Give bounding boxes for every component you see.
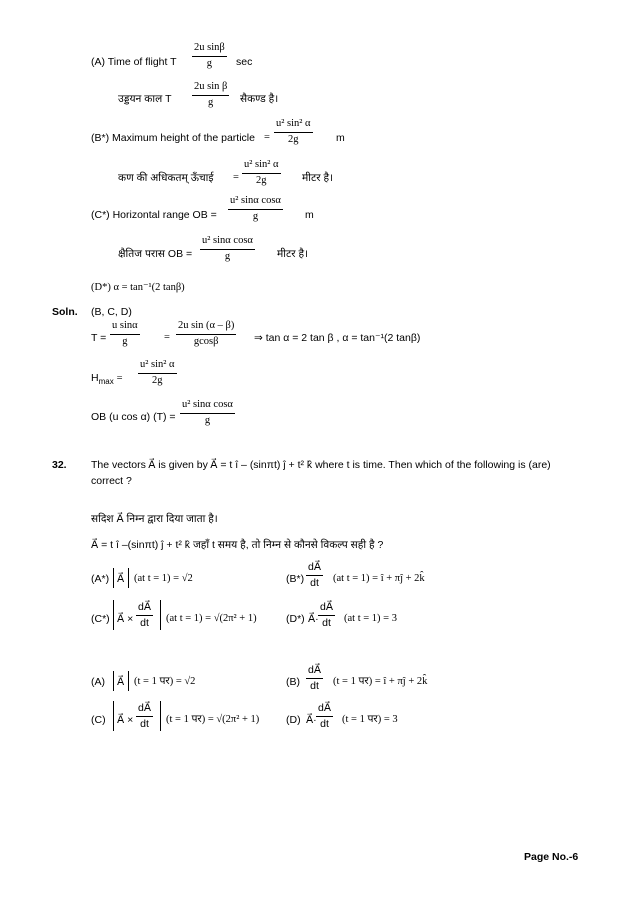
option-c-hindi-fraction <box>200 236 255 262</box>
abs-bar-left <box>113 671 114 691</box>
hindi-option-c-label: (C) <box>91 714 106 726</box>
question-text-line-1: The vectors A⃗ is given by A⃗ = t î – (sinπt) ĵ + t² k̂ where t is time. Then which of the following is (are) <box>91 459 551 471</box>
fraction-numerator: u² sin² α <box>274 119 313 133</box>
option-b-hindi-unit: मीटर है। <box>302 172 334 184</box>
range-ob-fraction <box>180 400 235 426</box>
option-c-hindi-unit: मीटर है। <box>277 248 309 260</box>
equals-sign: = <box>164 332 170 343</box>
fraction-denominator: g <box>252 210 259 222</box>
fraction-denominator: 2g <box>256 174 267 186</box>
fraction-numerator: dA⃗ <box>306 665 323 679</box>
solution-label: Soln. <box>52 306 78 318</box>
fraction-numerator: u² sinα cosα <box>200 236 255 250</box>
fraction-denominator: g <box>208 96 214 108</box>
hmax-label <box>91 373 123 386</box>
option-a-label: (A) Time of flight T <box>91 56 177 68</box>
equals-sign: = <box>116 373 123 384</box>
hindi-option-d-label: (D) <box>286 714 301 726</box>
fraction-numerator: 2u sinβ <box>192 43 227 57</box>
fraction-denominator: g <box>224 250 231 262</box>
hmax-symbol: H <box>91 372 99 384</box>
option-c-fraction <box>228 196 283 222</box>
vector-a: A⃗ <box>117 676 125 688</box>
hindi-option-b-result: (t = 1 पर) = î + πĵ + 2k̂ <box>333 676 428 687</box>
equals-sign: = <box>233 172 239 183</box>
option-a-hindi-label: उड्डयन काल T <box>118 93 172 105</box>
fraction-denominator: dt <box>310 679 319 692</box>
hindi-option-b-label: (B) <box>286 676 300 688</box>
time-of-flight-label: T = <box>91 332 107 344</box>
fraction-numerator: u sinα <box>110 321 140 335</box>
question-number: 32. <box>52 459 67 471</box>
fraction-denominator: g <box>206 57 212 69</box>
derivative-fraction <box>316 703 333 729</box>
derivative-fraction <box>136 703 153 729</box>
fraction-numerator: dA⃗ <box>136 602 153 616</box>
abs-bar-right <box>128 671 129 691</box>
fraction-denominator: gcosβ <box>193 335 219 347</box>
abs-bar-right <box>160 600 161 630</box>
fraction-denominator: 2g <box>288 133 299 145</box>
hindi-option-a-result: (t = 1 पर) = √2 <box>134 676 196 687</box>
derivative-fraction <box>136 602 153 628</box>
hindi-option-a-label: (A) <box>91 676 105 688</box>
hmax-subscript: max <box>98 377 114 387</box>
option-b-hindi-label: कण की अधिकतम् ऊँचाई <box>118 172 214 184</box>
option-a-star-label: (A*) <box>91 573 110 585</box>
option-a-hindi-unit: सैकण्ड है। <box>240 93 279 105</box>
hmax-fraction <box>138 360 177 386</box>
dot-product-left: A⃗· <box>306 714 317 726</box>
abs-bar-left <box>113 701 114 731</box>
fraction-numerator: 2u sin β <box>192 82 229 96</box>
fraction-denominator: g <box>204 414 211 426</box>
fraction-numerator: dA⃗ <box>316 703 333 717</box>
derivative-fraction <box>306 665 323 691</box>
solution-answer: (B, C, D) <box>91 306 132 318</box>
option-a-fraction <box>192 43 227 69</box>
abs-bar-left <box>113 600 114 630</box>
cross-product-left: A⃗ × <box>117 613 134 625</box>
cross-product-left: A⃗ × <box>117 714 134 726</box>
option-b-star-label: (B*) <box>286 573 305 585</box>
page-number: Page No.-6 <box>524 851 579 863</box>
equals-sign: = <box>264 132 270 143</box>
option-a-result: (at t = 1) = √2 <box>134 573 193 584</box>
fraction-numerator: u² sin² α <box>138 360 177 374</box>
range-ob-label: OB (u cos α) (T) = <box>91 411 176 423</box>
fraction-numerator: dA⃗ <box>306 562 323 576</box>
option-d-result: (at t = 1) = 3 <box>344 613 397 624</box>
option-a-hindi-fraction <box>192 82 229 108</box>
fraction-numerator: 2u sin (α – β) <box>176 321 236 335</box>
option-b-label: (B*) Maximum height of the particle <box>91 132 255 144</box>
option-d-star-label: (D*) <box>286 613 305 625</box>
hindi-option-d-result: (t = 1 पर) = 3 <box>342 714 398 725</box>
time-fraction-1 <box>110 321 140 347</box>
fraction-denominator: g <box>122 335 128 347</box>
time-fraction-2 <box>176 321 236 347</box>
fraction-numerator: u² sinα cosα <box>228 196 283 210</box>
option-d-text: (D*) α = tan⁻¹(2 tanβ) <box>91 282 185 293</box>
fraction-numerator: dA⃗ <box>318 602 335 616</box>
option-c-result: (at t = 1) = √(2π² + 1) <box>166 613 257 624</box>
option-c-label: (C*) Horizontal range OB = <box>91 209 217 221</box>
option-b-result: (at t = 1) = î + πĵ + 2k̂ <box>333 573 425 584</box>
option-b-fraction <box>274 119 313 145</box>
abs-bar-right <box>128 568 129 588</box>
fraction-numerator: dA⃗ <box>136 703 153 717</box>
derivative-fraction <box>318 602 335 628</box>
fraction-denominator: dt <box>140 616 149 629</box>
hindi-option-c-result: (t = 1 पर) = √(2π² + 1) <box>166 714 260 725</box>
abs-bar-left <box>113 568 114 588</box>
fraction-denominator: dt <box>140 717 149 730</box>
option-c-hindi-label: क्षैतिज परास OB = <box>118 248 193 260</box>
option-b-hindi-fraction <box>242 160 281 186</box>
vector-a: A⃗ <box>117 573 125 585</box>
dot-product-left: A⃗· <box>308 613 319 625</box>
option-a-unit: sec <box>236 56 253 68</box>
question-hindi-line-2: A⃗ = t î –(sinπt) ĵ + t² k̂ जहाँ t समय है, तो निम्न से कौनसे विकल्प सही है ? <box>91 539 384 551</box>
question-hindi-line-1: सदिश A⃗ निम्न द्वारा दिया जाता है। <box>91 513 218 525</box>
fraction-denominator: 2g <box>152 374 163 386</box>
fraction-denominator: dt <box>322 616 331 629</box>
fraction-numerator: u² sinα cosα <box>180 400 235 414</box>
option-c-star-label: (C*) <box>91 613 110 625</box>
option-b-unit: m <box>336 132 345 144</box>
question-text-line-2: correct ? <box>91 475 132 487</box>
option-c-unit: m <box>305 209 314 221</box>
fraction-denominator: dt <box>320 717 329 730</box>
abs-bar-right <box>160 701 161 731</box>
fraction-denominator: dt <box>310 576 319 589</box>
tan-relation: ⇒ tan α = 2 tan β , α = tan⁻¹(2 tanβ) <box>254 332 421 344</box>
derivative-fraction <box>306 562 323 588</box>
fraction-numerator: u² sin² α <box>242 160 281 174</box>
